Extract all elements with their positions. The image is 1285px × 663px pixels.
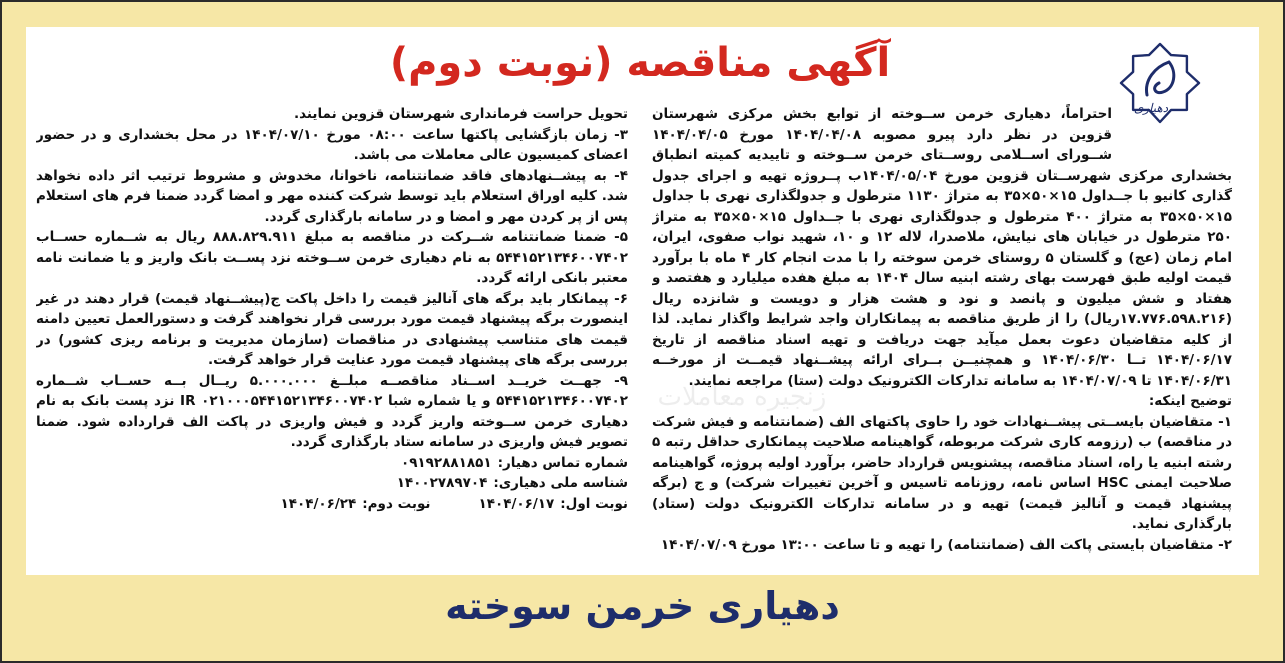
note-item-3: ۳- زمان بازگشایی پاکتها ساعت ۰۸:۰۰ مورخ ۱۴۰۴/۰۷/۱۰ در محل بخشداری و در حضور اعضای کمیسیون عالی معاملات می باشد. — [36, 126, 628, 164]
notes-heading: توضیح اینکه: — [1148, 393, 1232, 410]
publication-dates — [36, 494, 628, 515]
note-item-6: ۶- پیمانکار باید برگه های آنالیز قیمت را داخل پاکت ج(پیشــنهاد قیمت) قرار دهند در غیر اینصورت برگه پیشنهاد قیمت مورد بررسی قرار نخواهند گرفت و دستورالعمل تعیین دامنه قیمت های متناسب پیشنهادی در مناقصات (سازمان مدیریت و برنامه ریزی کشور) در بررسی برگه های پیشنهاد قیمت مورد عنایت قرار خواهد گرفت. — [36, 290, 628, 369]
national-id-label: شناسه ملی دهیاری: — [493, 475, 628, 492]
second-publication-label: نوبت دوم: — [362, 495, 431, 512]
first-publication-label: نوبت اول: — [560, 495, 628, 512]
left-column — [36, 104, 628, 570]
footer-banner: دهیاری خرمن سوخته — [445, 584, 840, 628]
note-item-2-continuation: تحویل حراست فرمانداری شهرستان قزوین نمایند. — [293, 106, 628, 122]
logo-emblem-curve-icon — [1147, 62, 1174, 95]
note-item-1: ۱- متقاضیان بایســتی پیشــنهادات خود را حاوی پاکتهای الف (ضمانتنامه و فیش شرکت در مناقصه) ب (رزومه کاری شرکت مربوطه، گواهینامه صلاحیت پیمانکاری حداقل رتبه ۵ رشته ابنیه یا راه، اسناد مناقصه، پیشنویس قرارداد حاضر، برآورد اولیه پروژه، گواهینامه صلاحیت ایمنی HSC اساس نامه، روزنامه تاسیس و آخرین تغییرات شرکت) و ج (برگه پیشنهاد قیمت و آنالیز قیمت) تهیه و در سامانه تدارکات الکترونیک دولت (ستاد) بارگذاری نماید. — [652, 413, 1232, 533]
logo-text: دهیاری — [1133, 101, 1169, 115]
national-id-value: ۱۴۰۰۲۷۸۹۷۰۴ — [396, 475, 488, 492]
first-publication-date: ۱۴۰۴/۰۶/۱۷ — [478, 495, 555, 512]
intro-paragraph: احتراماً، دهیاری خرمن ســوخته از توابع بخش مرکزی شهرستان قزوین در نظر دارد پیرو مصوبه ۱۴۰۴/۰۴/۰۸ مورخ ۱۴۰۴/۰۴/۰۵ شــورای اســلامی روســتای خرمن ســوخته و تاییدیه کمیته انطباق بخشداری مرکزی شهرســتان قزوین مورخ ۱۴۰۴/۰۵/۰۴ب پــروژه تهیه و اجرای جدول گذاری کانیو با جــداول ۱۵×۵۰×۳۵ به متراژ ۱۱۳۰ مترطول و جدولگذاری نهری با جداول ۱۵×۵۰×۳۵ به متراژ ۴۰۰ مترطول و جدولگذاری نهری با جــداول ۱۵×۵۰×۳۵ به متراژ ۲۵۰ مترطول در خیابان های نیایش، ملاصدرا، لاله ۱۲ و ۱۰، شهید نواب صفوی، ایران، امام زمان (عج) و گلستان ۵ روستای خرمن سوخته را با مدت انجام کار ۴ ماه با برآورد قیمت اولیه طبق فهرست بهای رشته ابنیه سال ۱۴۰۴ به مبلغ هفده میلیارد و هفتصد و هفتاد و شش میلیون و پانصد و نود و هشت هزار و دویست و شانزده ریال (۱۷.۷۷۶.۵۹۸.۲۱۶ریال) را از طریق مناقصه به پیمانکاران واجد شرایط واگذار نماید. لذا از کلیه متقاضیان دعوت بعمل میآید جهت دریافت و تهیه اسناد مناقصه از تاریخ ۱۴۰۴/۰۶/۱۷ تــا ۱۴۰۴/۰۶/۳۰ و همچنیــن بــرای ارائه پیشــنهاد قیمــت از مورخــه ۱۴۰۴/۰۶/۳۱ تا ۱۴۰۴/۰۷/۰۹ به سامانه تدارکات الکترونیک دولت (ستا) مراجعه نمایند. — [652, 106, 1232, 389]
contact-phone-value: ۰۹۱۹۲۸۸۱۸۵۱ — [400, 454, 492, 471]
logo-wrap-spacer — [1112, 104, 1232, 148]
ad-title: آگهی مناقصه (نوبت دوم) — [389, 40, 891, 86]
note-item-5: ۵- ضمنا ضمانتنامه شــرکت در مناقصه به مبلغ ۸۸۸.۸۲۹.۹۱۱ ریال به شــماره حســاب ۵۴۴۱۵۲۱۳۴۶۰۰۷۴۰۲ به نام دهیاری خرمن ســوخته نزد پســت بانک واریز و یا ضمانت نامه معتبر بانکی ارائه گردد. — [36, 229, 628, 287]
second-publication-date: ۱۴۰۴/۰۶/۲۴ — [280, 495, 357, 512]
note-item-9: ۹- جهــت خریــد اســناد مناقصــه مبلــغ ۵.۰۰۰.۰۰۰ ریــال بــه حســاب شــماره ۵۴۴۱۵۲۱۳۴۶۰۰۷۴۰۲ و یا شماره شبا ۰۲۱۰۰۰۵۴۴۱۵۲۱۳۴۶۰۰۷۴۰۲ IR نزد پست بانک به نام دهیاری خرمن ســوخته واریز گردد و فیش واریزی در پاکت الف قرارداده شود. ضمنا تصویر فیش واریزی در سامانه ستاد بارگذاری گردد. — [36, 372, 628, 451]
right-column — [652, 104, 1232, 570]
note-item-4: ۴- به پیشــنهادهای فاقد ضمانتنامه، ناخوانا، مخدوش و مشروط ترتیب اثر داده نخواهد شد. کلیه اوراق استعلام باید توسط شرکت کننده مهر و امضا گردد ضمنا فرم های استعلام پس از پر کردن مهر و امضا و در سامانه بارگذاری گردد. — [36, 167, 628, 225]
note-item-2: ۲- متقاضیان بایستی پاکت الف (ضمانتنامه) را تهیه و تا ساعت ۱۳:۰۰ مورخ ۱۴۰۴/۰۷/۰۹ — [660, 536, 1232, 553]
village-national-id — [36, 473, 628, 494]
contact-phone-label: شماره تماس دهیار: — [497, 454, 628, 471]
contact-phone — [36, 453, 628, 474]
